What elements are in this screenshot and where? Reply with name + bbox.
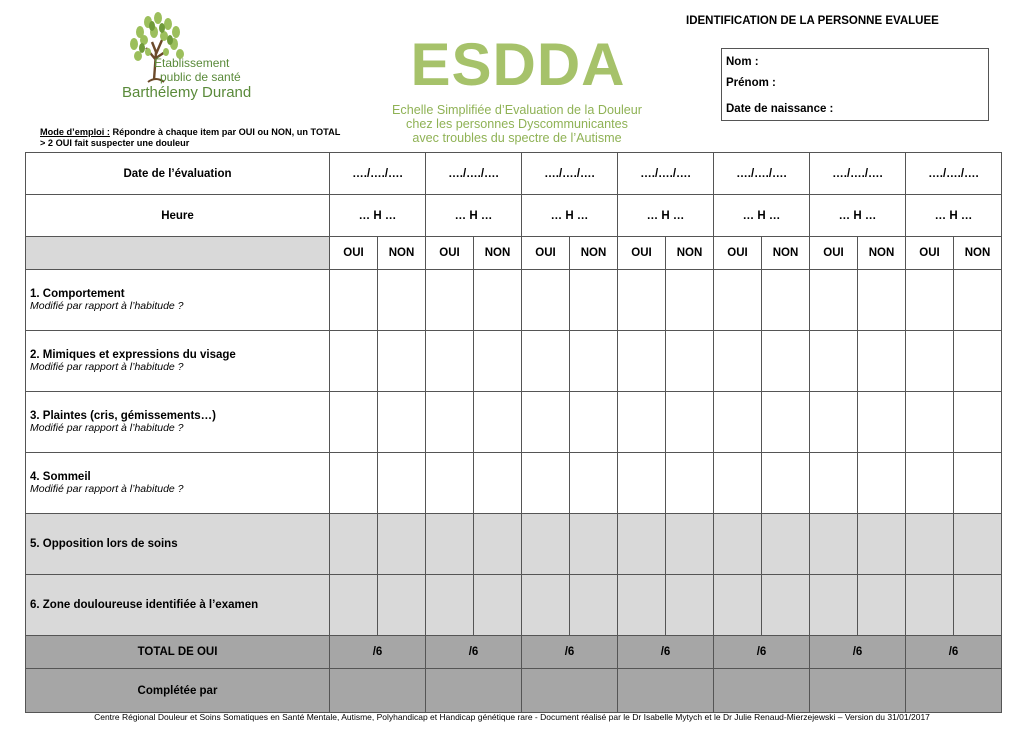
- oui-cell[interactable]: [330, 514, 378, 575]
- non-header: NON: [378, 237, 426, 270]
- heure-cell[interactable]: … H …: [522, 195, 618, 237]
- oui-header: OUI: [714, 237, 762, 270]
- item-title: 3. Plaintes (cris, gémissements…): [30, 410, 216, 422]
- item-label-6: [26, 575, 330, 636]
- oui-cell[interactable]: [906, 331, 954, 392]
- date-cell[interactable]: …./…./….: [618, 153, 714, 195]
- footer-credits: Centre Régional Douleur et Soins Somatiques en Santé Mentale, Autisme, Polyhandicap et Handicap génétique rare - Document réalisé par le Dr Isabelle Mytych et le Dr Julie Renaud-Mierzejewski – Version du 31/01/2017: [94, 712, 930, 722]
- oui-cell[interactable]: [714, 331, 762, 392]
- identification-title: IDENTIFICATION DE LA PERSONNE EVALUEE: [686, 15, 939, 27]
- page-subtitle: [372, 103, 662, 145]
- oui-cell[interactable]: [522, 270, 570, 331]
- non-cell[interactable]: [762, 453, 810, 514]
- oui-cell[interactable]: [618, 575, 666, 636]
- instructions-text-1: Répondre à chaque item par OUI ou NON, un TOTAL: [109, 127, 341, 137]
- non-cell[interactable]: [378, 270, 426, 331]
- oui-header: OUI: [426, 237, 474, 270]
- non-cell[interactable]: [858, 453, 906, 514]
- completed-cell[interactable]: [810, 669, 906, 713]
- non-cell[interactable]: [570, 392, 618, 453]
- oui-cell[interactable]: [330, 575, 378, 636]
- hospital-logo: [118, 12, 278, 104]
- non-cell[interactable]: [474, 514, 522, 575]
- oui-header: OUI: [618, 237, 666, 270]
- oui-cell[interactable]: [714, 392, 762, 453]
- oui-cell[interactable]: [810, 392, 858, 453]
- oui-cell[interactable]: [906, 392, 954, 453]
- oui-cell[interactable]: [714, 453, 762, 514]
- non-cell[interactable]: [762, 392, 810, 453]
- item-subtitle: Modifié par rapport à l’habitude ?: [30, 422, 184, 434]
- item-title: 2. Mimiques et expressions du visage: [30, 349, 236, 361]
- completed-label: Complétée par: [26, 669, 330, 713]
- item-subtitle: Modifié par rapport à l’habitude ?: [30, 300, 184, 312]
- non-cell[interactable]: [378, 331, 426, 392]
- non-header: NON: [762, 237, 810, 270]
- nom-field[interactable]: Nom :: [726, 56, 759, 68]
- non-cell[interactable]: [954, 270, 1002, 331]
- non-cell[interactable]: [954, 514, 1002, 575]
- total-cell[interactable]: /6: [330, 636, 426, 669]
- total-row: [26, 636, 1002, 669]
- non-cell[interactable]: [666, 453, 714, 514]
- yes-no-header-row: [26, 237, 1002, 270]
- instructions: [40, 127, 340, 149]
- oui-cell[interactable]: [330, 392, 378, 453]
- oui-cell[interactable]: [522, 514, 570, 575]
- non-cell[interactable]: [474, 453, 522, 514]
- total-cell[interactable]: /6: [714, 636, 810, 669]
- non-cell[interactable]: [858, 575, 906, 636]
- subtitle-line-2: chez les personnes Dyscommunicantes: [406, 117, 628, 131]
- non-cell[interactable]: [762, 270, 810, 331]
- heure-cell[interactable]: … H …: [618, 195, 714, 237]
- date-cell[interactable]: …./…./….: [522, 153, 618, 195]
- date-label: Date de l’évaluation: [26, 153, 330, 195]
- completed-cell[interactable]: [522, 669, 618, 713]
- item-row-2: [26, 331, 1002, 392]
- total-cell[interactable]: /6: [906, 636, 1002, 669]
- oui-cell[interactable]: [426, 575, 474, 636]
- oui-cell[interactable]: [714, 514, 762, 575]
- non-cell[interactable]: [378, 453, 426, 514]
- item-label-1: [26, 270, 330, 331]
- page-title: ESDDA: [410, 31, 626, 98]
- non-cell[interactable]: [570, 270, 618, 331]
- date-naissance-field[interactable]: Date de naissance :: [726, 103, 834, 115]
- oui-header: OUI: [522, 237, 570, 270]
- oui-cell[interactable]: [522, 575, 570, 636]
- oui-cell[interactable]: [906, 270, 954, 331]
- logo-line-1: Établissement: [154, 56, 230, 70]
- non-cell[interactable]: [570, 453, 618, 514]
- non-cell[interactable]: [858, 270, 906, 331]
- oui-cell[interactable]: [618, 514, 666, 575]
- oui-cell[interactable]: [522, 453, 570, 514]
- oui-cell[interactable]: [426, 270, 474, 331]
- total-cell[interactable]: /6: [810, 636, 906, 669]
- date-cell[interactable]: …./…./….: [906, 153, 1002, 195]
- item-title: 6. Zone douloureuse identifiée à l’examen: [30, 599, 259, 611]
- oui-cell[interactable]: [714, 270, 762, 331]
- oui-cell[interactable]: [330, 453, 378, 514]
- oui-cell[interactable]: [618, 453, 666, 514]
- logo-line-2: public de santé: [160, 70, 241, 84]
- non-cell[interactable]: [378, 392, 426, 453]
- oui-cell[interactable]: [714, 575, 762, 636]
- non-header: NON: [570, 237, 618, 270]
- oui-header: OUI: [330, 237, 378, 270]
- oui-cell[interactable]: [810, 575, 858, 636]
- non-header: NON: [954, 237, 1002, 270]
- completed-cell[interactable]: [714, 669, 810, 713]
- oui-cell[interactable]: [522, 392, 570, 453]
- non-cell[interactable]: [570, 575, 618, 636]
- oui-cell[interactable]: [330, 331, 378, 392]
- item-label-3: [26, 392, 330, 453]
- subtitle-line-3: avec troubles du spectre de l’Autisme: [412, 131, 622, 145]
- item-label-2: [26, 331, 330, 392]
- heure-cell[interactable]: … H …: [906, 195, 1002, 237]
- subtitle-line-1: Echelle Simplifiée d’Evaluation de la Douleur: [392, 103, 642, 117]
- non-cell[interactable]: [666, 270, 714, 331]
- prenom-field[interactable]: Prénom :: [726, 77, 776, 89]
- total-cell[interactable]: /6: [426, 636, 522, 669]
- item-title: 4. Sommeil: [30, 471, 91, 483]
- item-label-5: [26, 514, 330, 575]
- non-cell[interactable]: [378, 514, 426, 575]
- non-cell[interactable]: [474, 270, 522, 331]
- instructions-label: Mode d’emploi :: [40, 127, 110, 137]
- non-cell[interactable]: [474, 392, 522, 453]
- date-cell[interactable]: …./…./….: [810, 153, 906, 195]
- item-row-4: [26, 453, 1002, 514]
- non-cell[interactable]: [954, 575, 1002, 636]
- non-cell[interactable]: [858, 392, 906, 453]
- total-cell[interactable]: /6: [618, 636, 714, 669]
- heure-cell[interactable]: … H …: [330, 195, 426, 237]
- oui-cell[interactable]: [810, 453, 858, 514]
- non-cell[interactable]: [858, 514, 906, 575]
- oui-cell[interactable]: [426, 392, 474, 453]
- oui-cell[interactable]: [906, 575, 954, 636]
- total-cell[interactable]: /6: [522, 636, 618, 669]
- heure-cell[interactable]: … H …: [426, 195, 522, 237]
- non-cell[interactable]: [858, 331, 906, 392]
- oui-cell[interactable]: [426, 514, 474, 575]
- non-cell[interactable]: [954, 392, 1002, 453]
- non-cell[interactable]: [474, 575, 522, 636]
- non-cell[interactable]: [474, 331, 522, 392]
- non-cell[interactable]: [762, 514, 810, 575]
- completed-cell[interactable]: [330, 669, 426, 713]
- item-label-4: [26, 453, 330, 514]
- date-row: [26, 153, 1002, 195]
- non-cell[interactable]: [570, 331, 618, 392]
- oui-cell[interactable]: [906, 514, 954, 575]
- logo-line-3: Barthélemy Durand: [122, 84, 252, 101]
- oui-header: OUI: [906, 237, 954, 270]
- instructions-text-2: > 2 OUI fait suspecter une douleur: [40, 138, 190, 148]
- heure-row: [26, 195, 1002, 237]
- oui-cell[interactable]: [426, 331, 474, 392]
- completed-cell[interactable]: [906, 669, 1002, 713]
- oui-cell[interactable]: [810, 331, 858, 392]
- non-header: NON: [666, 237, 714, 270]
- oui-cell[interactable]: [618, 270, 666, 331]
- non-cell[interactable]: [378, 575, 426, 636]
- date-cell[interactable]: …./…./….: [426, 153, 522, 195]
- heure-cell[interactable]: … H …: [810, 195, 906, 237]
- heure-cell[interactable]: … H …: [714, 195, 810, 237]
- oui-header: OUI: [810, 237, 858, 270]
- item-subtitle: Modifié par rapport à l’habitude ?: [30, 483, 184, 495]
- non-cell[interactable]: [954, 331, 1002, 392]
- oui-cell[interactable]: [618, 392, 666, 453]
- non-cell[interactable]: [666, 331, 714, 392]
- item-title: 5. Opposition lors de soins: [30, 538, 178, 550]
- oui-cell[interactable]: [330, 270, 378, 331]
- identification-box: [721, 48, 989, 121]
- non-cell[interactable]: [666, 514, 714, 575]
- item-row-1: [26, 270, 1002, 331]
- item-row-6: [26, 575, 1002, 636]
- total-label: TOTAL DE OUI: [26, 636, 330, 669]
- non-cell[interactable]: [666, 392, 714, 453]
- oui-cell[interactable]: [522, 331, 570, 392]
- oui-cell[interactable]: [810, 514, 858, 575]
- non-cell[interactable]: [570, 514, 618, 575]
- non-header: NON: [474, 237, 522, 270]
- item-row-3: [26, 392, 1002, 453]
- completed-cell[interactable]: [426, 669, 522, 713]
- item-title: 1. Comportement: [30, 288, 125, 300]
- non-cell[interactable]: [954, 453, 1002, 514]
- item-row-5: [26, 514, 1002, 575]
- date-cell[interactable]: …./…./….: [714, 153, 810, 195]
- oui-cell[interactable]: [810, 270, 858, 331]
- completed-cell[interactable]: [618, 669, 714, 713]
- heure-label: Heure: [26, 195, 330, 237]
- oui-cell[interactable]: [426, 453, 474, 514]
- oui-cell[interactable]: [618, 331, 666, 392]
- oui-cell[interactable]: [906, 453, 954, 514]
- yes-no-header-blank: [26, 237, 330, 270]
- evaluation-table: [25, 152, 1002, 713]
- non-cell[interactable]: [762, 331, 810, 392]
- non-cell[interactable]: [666, 575, 714, 636]
- non-header: NON: [858, 237, 906, 270]
- item-subtitle: Modifié par rapport à l’habitude ?: [30, 361, 184, 373]
- completed-row: [26, 669, 1002, 713]
- non-cell[interactable]: [762, 575, 810, 636]
- date-cell[interactable]: …./…./….: [330, 153, 426, 195]
